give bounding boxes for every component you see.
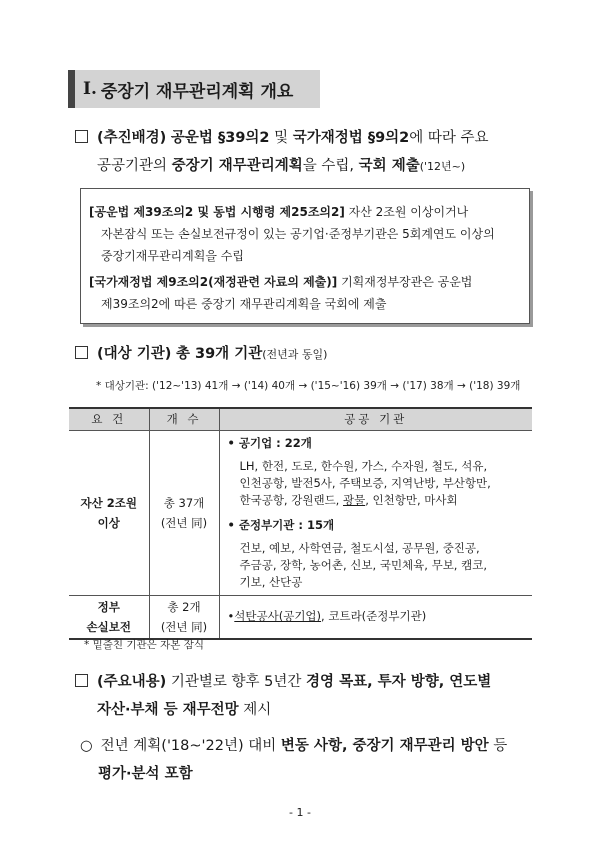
- header-count: 개 수: [149, 408, 219, 430]
- underlined-institution: 석탄공사(공기업): [234, 609, 322, 624]
- target-paragraph: [75, 340, 535, 369]
- law-item-1-line-1: 자산 2조원 이상이거나: [344, 205, 469, 219]
- law-item-1-line-3: 중장기재무관리계획을 수립: [101, 249, 244, 263]
- law-item-2: [89, 271, 519, 315]
- background-text-1: 에 따라 주요: [409, 130, 489, 146]
- square-bullet-icon: [75, 130, 88, 143]
- law-item-1-title: [공운법 제39조의2 및 동법 시행령 제25조의2]: [89, 205, 345, 219]
- requirement-line-1: 자산 2조원: [80, 495, 137, 510]
- content-bold-2: 자산·부채 등 재무전망: [97, 702, 239, 718]
- count-line-1: 총 37개: [163, 495, 205, 510]
- content-lead: (주요내용): [97, 674, 167, 690]
- evaluation-text-1: 전년 계획('18~'22년) 대비: [100, 738, 277, 754]
- count-cell: [149, 430, 219, 595]
- institutions-cell: [219, 430, 532, 595]
- background-lead: (추진배경): [97, 130, 167, 146]
- evaluation-text-2: 등: [493, 738, 508, 754]
- evaluation-bold-1: 변동 사항, 중장기 재무관리 방안: [280, 738, 489, 754]
- circle-bullet-icon: ○: [80, 738, 93, 754]
- list-line: LH, 한전, 도로, 한수원, 가스, 수자원, 철도, 석유,: [239, 458, 488, 473]
- heading-number: Ⅰ.: [83, 79, 97, 99]
- public-corp-list: [228, 458, 527, 509]
- target-total: 총 39개 기관: [175, 346, 263, 362]
- list-line: 인천공항, 발전5사, 주택보증, 지역난방, 부산항만,: [239, 475, 491, 490]
- law-item-1: [89, 201, 519, 267]
- square-bullet-icon: [75, 346, 88, 359]
- content-text-1: 기관별로 향후 5년간: [170, 674, 302, 690]
- requirement-line-2: 손실보전: [86, 619, 131, 634]
- target-paren: (전년과 동일): [262, 348, 328, 361]
- evaluation-bold-2: 평가·분석 포함: [98, 766, 193, 782]
- institution-table: [69, 407, 532, 640]
- count-cell: [149, 595, 219, 639]
- requirement-cell: [69, 595, 149, 639]
- list-line: 기보, 산단공: [239, 574, 303, 589]
- target-history-note: * 대상기관: ('12~'13) 41개 → ('14) 40개 → ('15~'16) 39개 → ('17) 38개 → ('18) 39개: [96, 380, 521, 392]
- requirement-cell: [69, 430, 149, 595]
- list-line: 주금공, 장학, 농어촌, 신보, 국민체육, 무보, 캠코,: [239, 557, 487, 572]
- list-text: , 인천항만, 마사회: [365, 492, 458, 507]
- square-bullet-icon: [75, 674, 88, 687]
- target-lead: (대상 기관): [97, 346, 172, 362]
- law-ref-1: 공운법 §39의2: [170, 130, 270, 146]
- table-footnote: * 밑줄친 기관은 자본 잠식: [84, 639, 205, 651]
- list-text: 한국공항, 강원랜드,: [239, 492, 343, 507]
- background-text-3: 을 수립,: [302, 158, 355, 174]
- law-item-2-title: [국가재정법 제9조의2(재정관련 자료의 제출)]: [89, 275, 338, 289]
- content-paragraph: [75, 668, 535, 724]
- table-row: [69, 430, 532, 595]
- quasi-gov-list: [228, 540, 527, 591]
- institutions-cell: [219, 595, 532, 639]
- submit-term: 국회 제출: [358, 158, 420, 174]
- page-number: - 1 -: [289, 806, 311, 819]
- law-item-1-line-2: 자본잠식 또는 손실보전규정이 있는 공기업·준정부기관은 5회계연도 이상의: [101, 227, 495, 241]
- law-item-2-line-1: 기획재정부장관은 공운법: [337, 275, 473, 289]
- category-public-corp: • 공기업 : 22개: [227, 435, 312, 450]
- heading-title: 중장기 재무관리계획 개요: [100, 81, 294, 102]
- count-line-2: (전년 同): [160, 619, 208, 634]
- list-line: [240, 492, 527, 509]
- requirement-line-1: 정부: [97, 599, 120, 614]
- background-paragraph: [75, 124, 535, 181]
- category-quasi-gov: • 준정부기관 : 15개: [227, 517, 335, 532]
- law-reference-box: [80, 188, 530, 324]
- table-header-row: [69, 408, 532, 430]
- header-institutions: 공공 기관: [219, 408, 532, 430]
- count-line-2: (전년 同): [160, 515, 208, 530]
- evaluation-paragraph: [80, 732, 540, 788]
- content-bold-1: 경영 목표, 투자 방향, 연도별: [306, 674, 492, 690]
- law-item-2-line-2: 제39조의2에 따른 중장기 재무관리계획을 국회에 제출: [101, 297, 387, 311]
- bullet-dot: •: [227, 609, 235, 624]
- plan-term: 중장기 재무관리계획: [171, 158, 303, 174]
- institution-text: , 코트라(준정부기관): [321, 609, 427, 624]
- underlined-institution: 광물: [343, 492, 366, 507]
- background-year: ('12년~): [419, 160, 466, 173]
- content-text-2: 제시: [243, 702, 272, 718]
- section-heading: [68, 70, 320, 108]
- law-ref-2: 국가재정법 §9의2: [292, 130, 410, 146]
- header-requirement: 요 건: [69, 408, 149, 430]
- background-text-2: 공공기관의: [97, 158, 168, 174]
- count-line-1: 총 2개: [167, 599, 201, 614]
- list-line: 건보, 예보, 사학연금, 철도시설, 공무원, 중진공,: [239, 540, 480, 555]
- conjunction: 및: [274, 130, 289, 146]
- requirement-line-2: 이상: [97, 515, 120, 530]
- table-row: [69, 595, 532, 639]
